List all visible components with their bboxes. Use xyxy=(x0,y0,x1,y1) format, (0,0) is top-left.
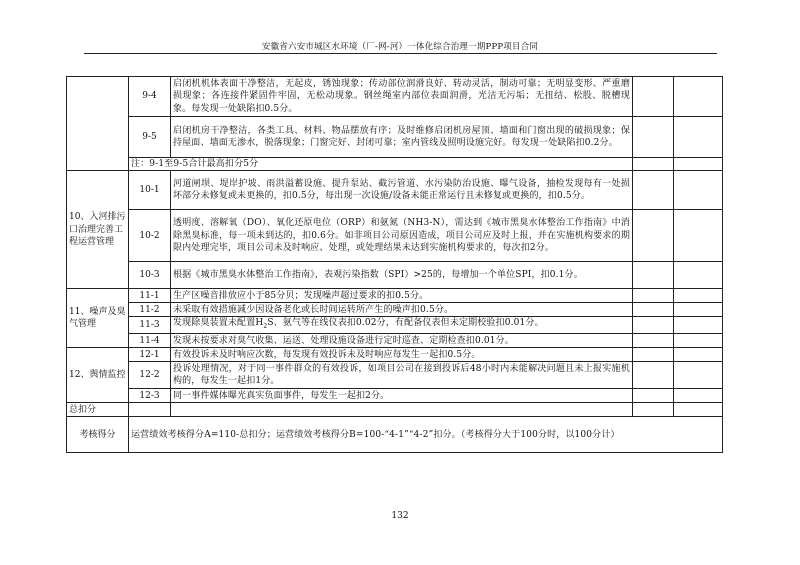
item-code: 11-2 xyxy=(129,303,171,317)
table-row xyxy=(67,417,723,453)
table-row xyxy=(67,262,723,289)
score-cell xyxy=(633,334,674,348)
score-cell xyxy=(633,171,674,210)
item-criteria: 透明度、溶解氧（DO）、氧化还原电位（ORP）和氨氮（NH3-N），需达到《城市黑臭水体整治工作指南》中消除黑臭标准，每一项未到达的，扣0.6分。如非项目公司原因造成，项目公司应及时上报，并在实施机构要求的期限内处理完毕，项目公司未及时响应、处理，或处理结果未达到实施机构要求的，每次扣2分。 xyxy=(171,210,633,262)
table-row xyxy=(67,403,723,417)
table-row xyxy=(67,171,723,210)
item-code: 10-2 xyxy=(129,210,171,262)
subscript: 2 xyxy=(263,323,268,330)
item-criteria: 投诉处理情况，对于同一事件群众的有效投诉，如项目公司在接到投诉后48小时内未能解决问题且未上报实施机构的，每发生一起扣1分。 xyxy=(171,362,633,389)
item-criteria: 启闭机房干净整洁，各类工具、材料、物品摆放有序；及时维修启闭机房屋顶、墙面和门窗出现的破损现象；保持屋面、墙面无渗水，脱落现象；门窗完好、封闭可靠；室内管线及照明设施完好。每发现一处缺陷扣0.2分。 xyxy=(171,117,633,158)
score-cell xyxy=(633,348,674,362)
table-row xyxy=(67,77,723,117)
table-row xyxy=(67,334,723,348)
criteria-part: S、氨气等在线仪表扣0.02分，有配备仪表但未定期校验扣0.01分。 xyxy=(267,318,544,329)
item-code: 9-5 xyxy=(129,117,171,158)
section-label: 12、舆情监控 xyxy=(67,348,129,403)
score-cell xyxy=(633,403,674,417)
remark-cell xyxy=(674,362,723,389)
item-code: 10-3 xyxy=(129,262,171,289)
remark-cell xyxy=(674,171,723,210)
remark-cell xyxy=(674,158,723,171)
remark-cell xyxy=(674,77,723,117)
remark-cell xyxy=(674,348,723,362)
item-criteria: 河道闸坝、堤岸护坡、雨洪溢蓄设施、提升泵站、截污管道、水污染防治设施、曝气设备，抽检发现每有一处损坏部分未修复或未更换的，扣0.5分，每出现一次设施/设备未能正常运行且未修复或更换的，扣0.5分。 xyxy=(171,171,633,210)
item-criteria xyxy=(171,317,633,334)
section-note: 注：9-1至9-5合计最高扣分5分 xyxy=(129,158,633,171)
score-cell xyxy=(633,389,674,403)
item-criteria: 根据《城市黑臭水体整治工作指南》，表观污染指数（SPI）>25的，每增加一个单位SPI，扣0.1分。 xyxy=(171,262,633,289)
final-score-label: 考核得分 xyxy=(67,417,129,453)
table-row xyxy=(67,303,723,317)
score-cell xyxy=(633,158,674,171)
score-cell xyxy=(633,317,674,334)
table-row xyxy=(67,210,723,262)
item-code: 9-4 xyxy=(129,77,171,117)
table-row xyxy=(67,317,723,334)
remark-cell xyxy=(674,317,723,334)
section-cell-continued xyxy=(67,77,129,171)
item-code: 11-4 xyxy=(129,334,171,348)
item-criteria: 生产区噪音排放应小于85分贝；发现噪声超过要求的扣0.5分。 xyxy=(171,289,633,303)
remark-cell xyxy=(674,334,723,348)
remark-cell xyxy=(674,117,723,158)
score-cell xyxy=(633,262,674,289)
item-code: 11-3 xyxy=(129,317,171,334)
table-row xyxy=(67,362,723,389)
score-cell xyxy=(633,303,674,317)
criteria-part: 发现除臭装置未配置H xyxy=(173,318,264,329)
score-cell xyxy=(633,289,674,303)
remark-cell xyxy=(674,303,723,317)
item-code: 11-1 xyxy=(129,289,171,303)
section-label: 11、噪声及臭气管理 xyxy=(67,289,129,348)
item-code: 12-2 xyxy=(129,362,171,389)
item-criteria: 启闭机机体表面干净整洁，无起皮，锈蚀现象；传动部位润滑良好、转动灵活，制动可靠；无明显变形、严重磨损现象；各连接件紧固件牢固，无松动现象。钢丝绳室内部位表面润滑，光洁无污垢；无扭结、松股、脱槽现象。每发现一处缺陷扣0.5分。 xyxy=(171,77,633,117)
item-code: 12-3 xyxy=(129,389,171,403)
remark-cell xyxy=(674,262,723,289)
item-criteria: 未采取有效措施减少因设备老化或长时间运转所产生的噪声扣0.5分。 xyxy=(171,303,633,317)
final-score-formula: 运营绩效考核得分A=110-总扣分；运营绩效考核得分B=100-“4-1”“4-2”扣分。（考核得分大于100分时，以100分计） xyxy=(129,417,723,453)
document-header: 安徽省六安市城区水环境（厂-网-河）一体化综合治理一期PPP项目合同 xyxy=(261,42,539,52)
remark-cell xyxy=(674,210,723,262)
assessment-table xyxy=(66,76,723,453)
table-row xyxy=(67,348,723,362)
table-row xyxy=(67,158,723,171)
table-row xyxy=(67,289,723,303)
empty-cell xyxy=(171,403,633,417)
table-row xyxy=(67,117,723,158)
item-criteria: 有效投诉未及时响应次数，每发现有效投诉未及时响应每发生一起扣0.5分。 xyxy=(171,348,633,362)
score-cell xyxy=(633,77,674,117)
empty-cell xyxy=(129,403,171,417)
remark-cell xyxy=(674,289,723,303)
item-criteria: 同一事件媒体曝光真实负面事件，每发生一起扣2分。 xyxy=(171,389,633,403)
page-number: 132 xyxy=(391,511,409,521)
item-code: 12-1 xyxy=(129,348,171,362)
total-deduction-label: 总扣分 xyxy=(67,403,129,417)
table-row xyxy=(67,389,723,403)
remark-cell xyxy=(674,389,723,403)
remark-cell xyxy=(674,403,723,417)
item-code: 10-1 xyxy=(129,171,171,210)
item-criteria: 发现未按要求对臭气收集、运送、处理设施设备进行定时巡查、定期检查扣0.01分。 xyxy=(171,334,633,348)
score-cell xyxy=(633,210,674,262)
score-cell xyxy=(633,362,674,389)
header-rule xyxy=(84,53,717,54)
score-cell xyxy=(633,117,674,158)
section-label: 10、入河排污口治理完善工程运营管理 xyxy=(67,171,129,289)
